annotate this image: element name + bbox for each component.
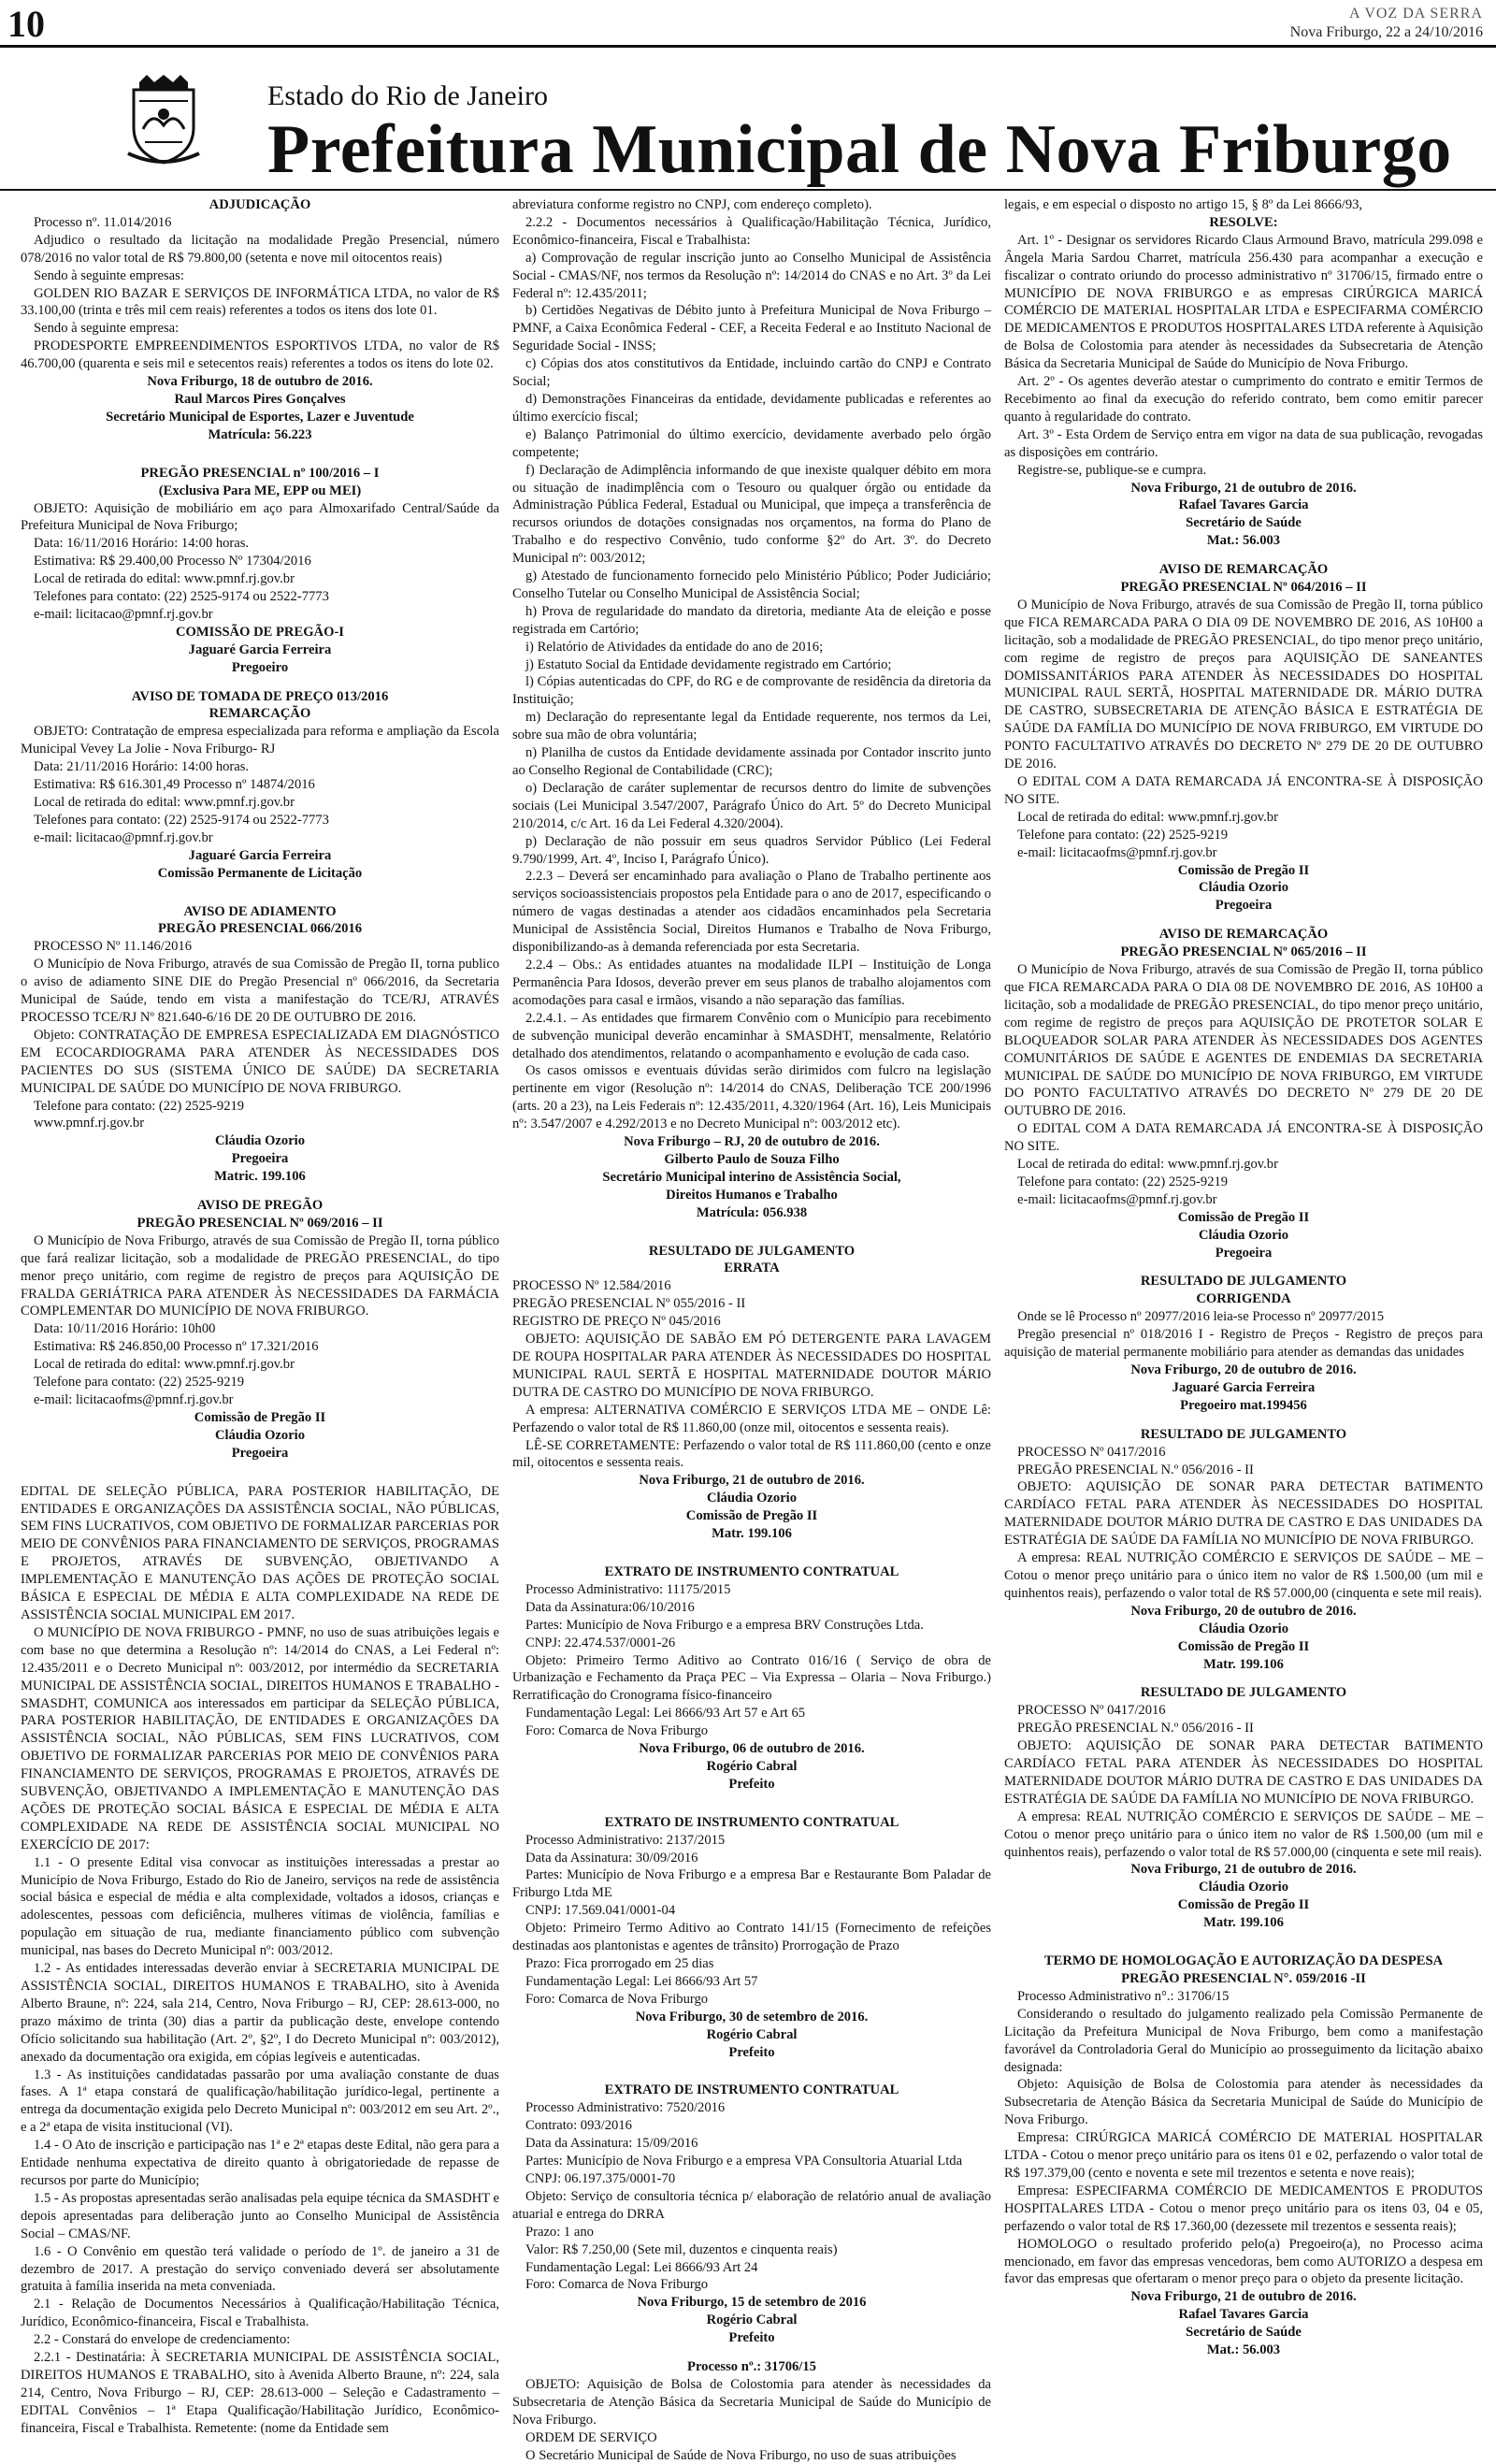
notice-heading: RESULTADO DE JULGAMENTO [648,1243,856,1259]
notice-paragraph: OBJETO: Aquisição de mobiliário em aço para Almoxarifado Central/Saúde da Prefeitura Municipal de Nova Friburgo; [21,500,499,534]
notice-paragraph: Partes: Município de Nova Friburgo e a empresa Bar e Restaurante Bom Paladar de Friburgo Ltda ME [512,1867,991,1901]
spacer [512,1222,991,1243]
notice-paragraph: LÊ-SE CORRETAMENTE: Perfazendo o valor total de R$ 111.860,00 (cento e onze mil, oitocentos e sessenta reais. [512,1437,991,1471]
notice-paragraph: Contrato: 093/2016 [525,2118,632,2134]
notice-paragraph: Local de retirada do edital: www.pmnf.rj.gov.br [1017,1157,1278,1173]
notice-paragraph: Fundamentação Legal: Lei 8666/93 Art 57 e Art 65 [525,1706,806,1722]
notice-heading: Matrícula: 56.223 [208,426,312,442]
notice-heading: RESULTADO DE JULGAMENTO [1140,1426,1347,1442]
notice-paragraph: p) Declaração de não possuir em seus quadros Servidor Público (Lei Federal 9.790/1999, Art. 4º, Inciso I, Parágrafo Único). [512,833,991,867]
notice-heading: (Exclusiva Para ME, EPP ou MEI) [158,483,362,498]
spacer [1004,1261,1483,1273]
notice-paragraph: Data da Assinatura: 15/09/2016 [525,2136,698,2152]
spacer [512,1794,991,1814]
spacer [1004,1932,1483,1952]
notice-heading: Secretário de Saúde [1186,2325,1302,2341]
spacer [1004,1673,1483,1684]
notice-paragraph: Objeto: Serviço de consultoria técnica p/ elaboração de relatório anual de avaliação atuarial e entrega do DRRA [512,2188,991,2222]
notice-heading: RESOLVE: [1209,214,1278,230]
notice-paragraph: c) Cópias dos atos constitutivos da Entidade, incluindo cartão do CNPJ e Contrato Social; [512,356,991,390]
notice-heading: PREGÃO PRESENCIAL N°. 059/2016 -II [1121,1971,1366,1986]
notice-heading: Secretário Municipal de Esportes, Lazer e Juventude [106,409,414,425]
notice-heading: Rogério Cabral [706,2313,798,2328]
notice-heading: Nova Friburgo, 21 de outubro de 2016. [639,1473,865,1489]
notice-heading: AVISO DE ADIAMENTO [183,903,337,919]
spacer [21,677,499,688]
notice-paragraph: Data da Assinatura:06/10/2016 [525,1599,695,1615]
notice-paragraph: e-mail: licitacaofms@pmnf.rj.gov.br [1017,1191,1217,1207]
notice-paragraph: O Município de Nova Friburgo, através de sua Comissão de Pregão II, torna público que FICA REMARCADA PARA O DIA 08 DE NOVEMBRO DE 2016, AS 10H00 a licitação, sob a modalidade de PREGÃO PRESENCIAL, do tipo menor preço unitário, com regime de registro de preços para AQUISIÇÃO DE PROTETOR SOLAR E BLOQUEADOR SOLAR PARA ATENDER ÀS NECESSIDADES DOS AGENTES COMUNITÁRIOS DE SAÚDE E AGENTES DE ENDEMIAS DA SECRETARIA MUNICIPAL DE SAÚDE DO MUNICÍPIO DE NOVA FRIBURGO, EM VIRTUDE DO PONTO FACULTATIVO ATRAVÉS DO DECRETO Nº 279 DE 20 DE OUTUBRO DE 2016. [1004,962,1483,1119]
notice-paragraph: e-mail: licitacao@pmnf.rj.gov.br [34,829,213,845]
notice-paragraph: Data: 21/11/2016 Horário: 14:00 horas. [34,759,250,775]
notice-paragraph: Prazo: 1 ano [525,2224,594,2240]
notice-paragraph: Foro: Comarca de Nova Friburgo [525,2277,709,2293]
notice-heading: PREGÃO PRESENCIAL Nº 069/2016 – II [137,1215,383,1231]
notice-heading: COMISSÃO DE PREGÃO-I [175,624,344,640]
notice-paragraph: Data da Assinatura: 30/09/2016 [525,1850,698,1866]
page-number: 10 [7,3,45,45]
notice-paragraph: PROCESSO Nº 0417/2016 [1017,1444,1166,1460]
notice-paragraph: OBJETO: Contratação de empresa especializada para reforma e ampliação da Escola Municipal Vevey La Jolie - Nova Friburgo- RJ [21,724,499,757]
notice-paragraph: 2.2.4.1. – As entidades que firmarem Convênio com o Município para recebimento de subvenção municipal deverão encaminhar à SMASDHT, mensalmente, Relatório detalhado dos atendimentos, relatando o acompanhamento e evolução de cada caso. [512,1010,991,1061]
publication-date: Nova Friburgo, 22 a 24/10/2016 [1289,24,1483,40]
notice-paragraph: Local de retirada do edital: www.pmnf.rj.gov.br [1017,809,1278,825]
notice-paragraph: Local de retirada do edital: www.pmnf.rj.gov.br [34,795,295,810]
notice-paragraph: CNPJ: 22.474.537/0001-26 [525,1635,676,1650]
notice-heading: Pregoeiro mat.199456 [1180,1397,1307,1413]
notice-paragraph: PRODESPORTE EMPREENDIMENTOS ESPORTIVOS LTDA, no valor de R$ 46.700,00 (quarenta e seis mil e setecentos reais) referentes a todos os itens do lote 02. [21,339,499,372]
publication-name: A VOZ DA SERRA [1348,6,1483,22]
notice-heading: TERMO DE HOMOLOGAÇÃO E AUTORIZAÇÃO DA DESPESA [1043,1953,1444,1969]
notice-paragraph: Local de retirada do edital: www.pmnf.rj.gov.br [34,1357,295,1373]
notice-paragraph: 2.2.4 – Obs.: As entidades atuantes na modalidade ILPI – Instituição de Longa Permanência Para Idosos, deverão prever em seus planos de trabalho alojamentos com acomodações para casal e irmãos, visando a não separação das famílias. [512,957,991,1008]
notice-paragraph: 2.1 - Relação de Documentos Necessários à Qualificação/Habilitação Técnica, Jurídico, Econômico-financeira, Fiscal e Trabalhista. [21,2297,499,2330]
notice-heading: EXTRATO DE INSTRUMENTO CONTRATUAL [604,1563,899,1579]
notice-paragraph: Registre-se, publique-se e cumpra. [1017,462,1207,478]
notice-paragraph: O EDITAL COM A DATA REMARCADA JÁ ENCONTRA-SE À DISPOSIÇÃO NO SITE. [1004,774,1483,807]
notice-paragraph: Os casos omissos e eventuais dúvidas serão dirimidos com fulcro na legislação pertinente em vigor (Resolução nº: 14/2014 do CNAS, Deliberação TCE 200/1996 (arts. 20 a 23), na Leis Federais nº: 12.435/2011, 4.320/1964 (Art. 16), Leis Municipais nº: 3.547/2007 e 4.292/2013 e no Decreto Municipal nº: 003/2012 etc). [512,1063,991,1132]
notice-heading: Gilberto Paulo de Souza Filho [664,1151,840,1167]
notice-paragraph: O Município de Nova Friburgo, através de sua Comissão de Pregão II, torna público que FICA REMARCADA PARA O DIA 09 DE NOVEMBRO DE 2016, AS 10H00 a licitação, sob a modalidade de PREGÃO PRESENCIAL, do tipo menor preço unitário, com regime de registro de preços para AQUISIÇÃO DE SANEANTES DOMISSANITÁRIOS PARA ATENDER ÀS NECESSIDADES DO HOSPITAL MUNICIPAL RAUL SERTÃ, HOSPITAL MATERNIDADE DR. MÁRIO DUTRA DE CASTRO, SUBSECRETARIA DE ATENÇÃO BÁSICA E ESTRATÉGIA DE SAÚDE DA FAMÍLIA DO MUNICÍPIO DE NOVA FRIBURGO, EM VIRTUDE DO PONTO FACULTATIVO ATRAVÉS DO DECRETO Nº 279 DE 20 DE OUTUBRO DE 2016. [1004,597,1483,772]
notice-paragraph: l) Cópias autenticadas do CPF, do RG e de comprovante de residência da diretoria da Instituição; [512,674,991,708]
notice-paragraph: Prazo: Fica prorrogado em 25 dias [525,1956,714,1971]
notice-heading: Cláudia Ozorio [1198,1880,1289,1895]
notice-heading: Cláudia Ozorio [706,1491,798,1506]
notice-paragraph: Telefone para contato: (22) 2525-9219 [34,1375,245,1391]
notice-paragraph: f) Declaração de Adimplência informando de que inexiste qualquer débito em mora ou situação de inadimplência com o Tesouro ou qualquer órgão ou entidade da Administração Pública Federal, Estadual ou Municipal, que impeça a transferência de recursos oriundos de dotações consignadas nos orçamentos, na forma do Plano de Trabalho e do respectivo Convênio, tudo conforme §2º do Art. 3º. do Decreto Municipal nº: 003/2012; [512,462,991,567]
notice-heading: CORRIGENDA [1196,1291,1291,1307]
notice-paragraph: www.pmnf.rj.gov.br [34,1116,145,1131]
notice-paragraph: Onde se lê Processo nº 20977/2016 leia-se Processo nº 20977/2015 [1017,1309,1385,1325]
notice-paragraph: Processo Administrativo: 11175/2015 [525,1581,731,1597]
notice-paragraph: Considerando o resultado do julgamento realizado pela Comissão Permanente de Licitação da Prefeitura Municipal de Nova Friburgo, bem como a manifestação favorável da Controladoria Geral do Município ao prosseguimento da licitação abaixo designada: [1004,2006,1483,2075]
notice-heading: Nova Friburgo, 20 de outubro de 2016. [1130,1362,1357,1377]
notice-paragraph: Telefones para contato: (22) 2525-9174 ou 2522-7773 [34,812,329,828]
notice-heading: Nova Friburgo, 18 de outubro de 2016. [147,374,373,390]
notice-paragraph: Data: 10/11/2016 Horário: 10h00 [34,1321,216,1337]
notice-heading: PREGÃO PRESENCIAL Nº 065/2016 – II [1120,944,1367,960]
notice-heading: Pregoeira [1215,898,1273,914]
notice-paragraph: Fundamentação Legal: Lei 8666/93 Art 57 [525,1973,758,1989]
notice-heading: PREGÃO PRESENCIAL Nº 064/2016 – II [1120,580,1367,596]
notice-heading: AVISO DE TOMADA DE PREÇO 013/2016 [131,688,389,704]
page-header [0,0,1496,52]
notice-paragraph: 2.2.1 - Destinatária: À SECRETARIA MUNICIPAL DE ASSISTÊNCIA SOCIAL, DIREITOS HUMANOS E TRABALHO, sito à Avenida Alberto Braune, nº: 224, sala 214, Centro, Nova Friburgo – RJ, CEP: 28.613-000 – Seleção e Cadastramento – EDITAL Convênios – 1ª Etapa Qualificação/Habilitação Jurídico, Econômico-financeira, Fiscal e Trabalhista. Remetente: (nome da Entidade sem [21,2350,499,2436]
notice-paragraph: 1.1 - O presente Edital visa convocar as instituições interessadas a prestar ao Município de Nova Friburgo, Estado do Rio de Janeiro, serviços na rede de assistência social básica e especial de média e alta complexidade, voltados a idosos, crianças e adolescentes, pessoas com deficiência, mulheres vítimas de violência, famílias e população em situação de rua, mediante financiamento público com subvenção municipal, nas bases do Decreto Municipal nº: 003/2012. [21,1854,499,1959]
notice-heading: PREGÃO PRESENCIAL nº 100/2016 – I [140,465,380,481]
notice-heading: Comissão de Pregão II [1177,1209,1310,1225]
notice-heading: Prefeito [728,1776,775,1792]
header-rule [0,45,1496,48]
notice-heading: Nova Friburgo, 06 de outubro de 2016. [639,1741,865,1757]
notice-heading: Comissão de Pregão II [685,1508,818,1524]
notice-heading: Comissão de Pregão II [1177,1897,1310,1913]
spacer [21,1186,499,1197]
notice-heading: Direitos Humanos e Trabalho [666,1187,838,1203]
notice-paragraph: Art. 2º - Os agentes deverão atestar o cumprimento do contrato e emitir Termos de Recebimento ao final da execução do referido contrato, bem como emitir parecer quanto à regularidade do contrato. [1004,374,1483,425]
notice-heading: Raul Marcos Pires Gonçalves [174,391,346,407]
notice-heading: Jaguaré Garcia Ferreira [188,847,332,863]
spacer [21,444,499,465]
notice-paragraph: PROCESSO Nº 12.584/2016 [512,1278,671,1294]
notice-paragraph: Empresa: CIRÚRGICA MARICÁ COMÉRCIO DE MATERIAL HOSPITALAR LTDA - Cotou o menor preço unitário para os itens 01 e 02, perfazendo o valor total de R$ 197.379,00 (cento e noventa e sete mil trezentos e setenta e nove reais); [1004,2130,1483,2181]
notice-paragraph: EDITAL DE SELEÇÃO PÚBLICA, PARA POSTERIOR HABILITAÇÃO, DE ENTIDADES E ORGANIZAÇÕES DA ASSISTÊNCIA SOCIAL, NÃO PÚBLICAS, SEM FINS LUCRATIVOS, COM OBJETIVO DE FORMALIZAR PARCERIAS POR MEIO DE CONVÊNIOS PARA FINANCIAMENTO DE SERVIÇOS, PROGRAMAS E PROJETOS, ATRAVÉS DE SUBVENÇÃO, OBJETIVANDO A IMPLEMENTAÇÃO E MANUTENÇÃO DAS AÇÕES DE PROTEÇÃO SOCIAL BÁSICA E ESPECIAL DE MÉDIA E ALTA COMPLEXIDADE NA REDE DE ASSISTÊNCIA SOCIAL MUNICIPAL EM 2017. [21,1483,499,1622]
spacer [512,2061,991,2082]
notice-heading: Comissão de Pregão II [194,1409,326,1425]
notice-heading: Nova Friburgo, 21 de outubro de 2016. [1130,480,1357,496]
notice-paragraph: d) Demonstrações Financeiras da entidade, devidamente publicadas e referentes ao último exercício fiscal; [512,391,991,425]
notice-heading: AVISO DE REMARCAÇÃO [1158,927,1329,943]
notice-paragraph: Data: 16/11/2016 Horário: 14:00 horas. [34,536,250,552]
notice-paragraph: Foro: Comarca de Nova Friburgo [525,1723,709,1739]
notice-heading: Jaguaré Garcia Ferreira [188,641,332,657]
notice-paragraph: e) Balanço Patrimonial do último exercício, devidamente averbado pelo órgão competente; [512,426,991,460]
notice-heading: EXTRATO DE INSTRUMENTO CONTRATUAL [604,2082,899,2098]
spacer [512,2347,991,2358]
notice-paragraph: O Secretário Municipal de Saúde de Nova Friburgo, no uso de suas atribuições [525,2447,957,2463]
notice-paragraph: CNPJ: 06.197.375/0001-70 [525,2170,676,2186]
spacer [1004,550,1483,561]
notice-paragraph: Sendo à seguinte empresas: [34,267,184,283]
notice-heading: ERRATA [724,1261,780,1276]
notice-paragraph: OBJETO: AQUISIÇÃO DE SONAR PARA DETECTAR BATIMENTO CARDÍACO FETAL PARA ATENDER ÀS NECESSIDADES DO HOSPITAL MATERNIDADE DOUTOR MÁRIO DUTRA DE CASTRO E DAS UNIDADES DA ESTRATÉGIA DE SAÚDE DA FAMÍLIA NO MUNICÍPIO DE NOVA FRIBURGO. [1004,1738,1483,1807]
notice-heading: PREGÃO PRESENCIAL 066/2016 [157,921,363,937]
notice-paragraph: OBJETO: AQUISIÇÃO DE SABÃO EM PÓ DETERGENTE PARA LAVAGEM DE ROUPA HOSPITALAR PARA ATENDER ÀS NECESSIDADES DO HOSPITAL MUNICIPAL RAUL SERTÃ E HOSPITAL MATERNIDADE DOUTOR MÁRIO DUTRA DE CASTRO DO MUNICÍPIO DE NOVA FRIBURGO. [512,1332,991,1400]
notice-paragraph: e-mail: licitacaofms@pmnf.rj.gov.br [34,1392,234,1407]
notice-paragraph: A empresa: REAL NUTRIÇÃO COMÉRCIO E SERVIÇOS DE SAÚDE – ME – Cotou o menor preço unitário para o único item no valor de R$ 1.500,00 (um mil e quinhentos reais), perfazendo o valor total de R$ 57.000,00 (cinquenta e sete mil reais). [1004,1808,1483,1860]
notice-paragraph: PREGÃO PRESENCIAL Nº 055/2016 - II [512,1296,746,1312]
notice-paragraph: e-mail: licitacaofms@pmnf.rj.gov.br [1017,844,1217,860]
notice-heading: Matr. 199.106 [1203,1915,1284,1931]
notice-heading: Matr. 199.106 [712,1526,792,1542]
notice-heading: Matr. 199.106 [1203,1656,1284,1672]
notice-paragraph: Processo nº. 11.014/2016 [34,214,172,230]
notice-paragraph: Estimativa: R$ 246.850,00 Processo nº 17.321/2016 [34,1339,319,1355]
notice-paragraph: abreviatura conforme registro no CNPJ, com endereço completo). [512,197,872,212]
notice-paragraph: Processo Administrativo: 2137/2015 [525,1832,726,1848]
notice-heading: ADJUDICAÇÃO [209,197,311,212]
notice-paragraph: O Município de Nova Friburgo, através de sua Comissão de Pregão II, torna público que fará realizar licitação, sob a modalidade de PREGÃO PRESENCIAL, do tipo menor preço unitário, com regime de registro de preços para AQUISIÇÃO DE FRALDA GERIÁTRICA PARA ATENDER ÀS NECESSIDADES DA FARMÁCIA COMPLEMENTAR DO MUNICÍPIO DE NOVA FRIBURGO. [21,1232,499,1319]
notice-heading: Mat.: 56.003 [1206,2342,1281,2358]
notice-heading: Nova Friburgo, 21 de outubro de 2016. [1130,1862,1357,1878]
spacer [1004,1415,1483,1426]
notice-paragraph: Local de retirada do edital: www.pmnf.rj.gov.br [34,571,295,587]
notice-paragraph: legais, e em especial o disposto no artigo 15, § 8º da Lei 8666/93, [1004,197,1363,212]
notice-paragraph: Objeto: Primeiro Termo Aditivo ao Contrato 141/15 (Fornecimento de refeições destinadas aos plantonistas e agentes de trânsito) Prorrogação de Prazo [512,1921,991,1954]
notice-heading: Pregoeiro [231,659,289,675]
notice-paragraph: n) Planilha de custos da Entidade devidamente assinada por Contador inscrito junto ao Conselho Regional de Contabilidade (CRC); [512,745,991,778]
notice-paragraph: O EDITAL COM A DATA REMARCADA JÁ ENCONTRA-SE À DISPOSIÇÃO NO SITE. [1004,1121,1483,1155]
notice-paragraph: Empresa: ESPECIFARMA COMÉRCIO DE MEDICAMENTOS E PRODUTOS HOSPITALARES LTDA - Cotou o menor preço unitário para os itens 03, 04 e 05, perfazendo o valor total de R$ 17.360,00 (dezessete mil trezentos e sessenta reais); [1004,2183,1483,2234]
notice-heading: Rafael Tavares Garcia [1178,497,1309,513]
notice-paragraph: Telefone para contato: (22) 2525-9219 [34,1098,245,1114]
notice-paragraph: PREGÃO PRESENCIAL N.º 056/2016 - II [1017,1462,1254,1477]
notice-heading: Nova Friburgo, 20 de outubro de 2016. [1130,1603,1357,1619]
notice-heading: Comissão Permanente de Licitação [157,865,363,881]
notice-paragraph: A empresa: REAL NUTRIÇÃO COMÉRCIO E SERVIÇOS DE SAÚDE – ME – Cotou o menor preço unitário para o único item no valor de R$ 1.500,00 (um mil e quinhentos reais), perfazendo o valor total de R$ 57.000,00 (cinquenta e sete mil reais). [1004,1550,1483,1601]
state-name: Estado do Rio de Janeiro [267,80,548,111]
notice-heading: Prefeito [728,2044,775,2060]
notice-heading: Nova Friburgo, 21 de outubro de 2016. [1130,2289,1357,2305]
notice-paragraph: 1.5 - As propostas apresentadas serão analisadas pela equipe técnica da SMASDHT e depois apresentadas para deliberação junto ao Conselho Municipal de Assistência Social – CMAS/NF. [21,2190,499,2241]
column-1 [21,196,499,2436]
notice-heading: Processo nº.: 31706/15 [687,2359,816,2375]
page-title: Prefeitura Municipal de Nova Friburgo [267,111,1452,188]
notice-paragraph: ORDEM DE SERVIÇO [525,2429,657,2445]
notice-paragraph: Adjudico o resultado da licitação na modalidade Pregão Presencial, número 078/2016 no valor total de R$ 79.800,00 (setenta e nove mil oitocentos reais) [21,232,499,266]
notice-heading: Jaguaré Garcia Ferreira [1172,1379,1316,1395]
notice-paragraph: Estimativa: R$ 29.400,00 Processo Nº 17304/2016 [34,554,311,569]
notice-paragraph: Objeto: Aquisição de Bolsa de Colostomia para atender às necessidades da Subsecretaria de Atenção Básica da Secretaria Municipal de Saúde do Município de Nova Friburgo. [1004,2077,1483,2128]
notice-heading: Comissão de Pregão II [1177,862,1310,878]
notice-paragraph: 1.4 - O Ato de inscrição e participação nas 1ª e 2ª etapas deste Edital, não gera para a Entidade nenhuma expectativa de direito quanto à obrigatoriedade de repasse de recursos por parte do Município; [21,2138,499,2188]
notice-heading: AVISO DE PREGÃO [196,1198,324,1214]
notice-heading: Matrícula: 056.938 [696,1204,808,1220]
notice-paragraph: Telefones para contato: (22) 2525-9174 ou 2522-7773 [34,589,329,605]
notice-paragraph: Art. 1º - Designar os servidores Ricardo Claus Armound Bravo, matrícula 299.098 e Ângela Maria Sardou Charret, matrícula 256.430 para acompanhar a execução e fiscalizar o contrato oriundo do processo administrativo nº 31706/15, firmado entre o MUNICÍPIO DE NOVA FRIBURGO e as empresas CIRÚRGICA MARICÁ COMÉRCIO DE MATERIAL HOSPITALAR LTDA e ESPECIFARMA COMÉRCIO DE MEDICAMENTOS E PRODUTOS HOSPITALARES LTDA referente à Aquisição de Bolsa de Colostomia para atender às necessidades da Subsecretaria de Atenção Básica da Secretaria Municipal de Saúde do Município de Nova Friburgo. [1004,232,1483,372]
notice-paragraph: Partes: Município de Nova Friburgo e a empresa VPA Consultoria Atuarial Ltda [525,2154,963,2169]
notice-heading: EXTRATO DE INSTRUMENTO CONTRATUAL [604,1814,899,1830]
notice-paragraph: 1.6 - O Convênio em questão terá validade o período de 1º. de janeiro a 31 de dezembro de 2017. A prestação do serviço conveniado deverá ser absolutamente gratuita à família inserida na meta conveniada. [21,2243,499,2295]
notice-paragraph: b) Certidões Negativas de Débito junto à Prefeitura Municipal de Nova Friburgo – PMNF, a Caixa Econômica Federal - CEF, a Receita Federal e ao Instituto Nacional de Seguridade Social - INSS; [512,303,991,354]
notice-paragraph: O Município de Nova Friburgo, através de sua Comissão de Pregão II, torna publico o aviso de adiamento SINE DIE do Pregão Presencial nº 066/2016, da Secretaria Municipal de Saúde, tendo em vista a manifestação do TCE/RJ, ATRAVÉS PROCESSO TCE/RJ Nº 821.640-6/16 DE 20 DE OUTUBRO DE 2016. [21,957,499,1025]
notice-heading: Cláudia Ozorio [214,1427,306,1443]
notice-heading: Nova Friburgo, 15 de setembro de 2016 [637,2295,867,2311]
notice-paragraph: HOMOLOGO o resultado proferido pelo(a) Pregoeiro(a), no Processo acima mencionado, em favor das empresas vencedoras, bem como AUTORIZO a despesa em favor das empresas que ofertaram o menor preço para o objeto da presente licitação. [1004,2236,1483,2287]
notice-paragraph: PROCESSO Nº 11.146/2016 [34,939,193,955]
spacer [512,1543,991,1563]
notice-paragraph: REGISTRO DE PREÇO Nº 045/2016 [512,1314,721,1330]
notice-paragraph: o) Declaração de caráter suplementar de recursos dentro do limite de subvenções sociais (Lei Municipal 3.547/2007, Parágrafo Único do Art. 5º do Decreto Municipal 210/2014, c/c Art. 16 da Lei Federal 4.320/2004). [512,780,991,831]
notice-paragraph: Partes: Município de Nova Friburgo e a empresa BRV Construções Ltda. [525,1617,924,1633]
masthead [215,65,1452,188]
notice-paragraph: 2.2 - Constará do envelope de credenciamento: [34,2332,291,2348]
notice-paragraph: Telefone para contato: (22) 2525-9219 [1017,1174,1229,1189]
notice-paragraph: Telefone para contato: (22) 2525-9219 [1017,827,1229,843]
notice-heading: Matric. 199.106 [214,1169,306,1185]
notice-heading: Pregoeira [231,1445,289,1461]
notice-heading: Secretário Municipal interino de Assistência Social, [602,1169,901,1185]
notice-paragraph: Sendo à seguinte empresa: [34,321,180,337]
notice-heading: Mat.: 56.003 [1206,533,1281,549]
notice-paragraph: j) Estatuto Social da Entidade devidamente registrado em Cartório; [525,656,892,672]
notice-paragraph: Objeto: CONTRATAÇÃO DE EMPRESA ESPECIALIZADA EM DIAGNÓSTICO EM ECOCARDIOGRAMA PARA ATENDER ÀS NECESSIDADES DOS PACIENTES DO SUS (SISTEMA ÚNICO DE SAÚDE) DA SECRETARIA MUNICIPAL DE SAÚDE DO MUNICÍPIO DE NOVA FRIBURGO. [21,1027,499,1096]
notice-heading: RESULTADO DE JULGAMENTO [1140,1685,1347,1701]
notice-paragraph: Estimativa: R$ 616.301,49 Processo nº 14874/2016 [34,777,315,793]
notice-heading: Nova Friburgo – RJ, 20 de outubro de 2016. [624,1134,880,1150]
city-coat-of-arms-icon [126,73,201,166]
notice-heading: Prefeito [728,2330,775,2346]
notice-paragraph: a) Comprovação de regular inscrição junto ao Conselho Municipal de Assistência Social - CMAS/NF, nos termos da Resolução nº: 14/2014 do CNAS e no Art. 3º da Lei Federal nº: 12.435/2011; [512,250,991,301]
notice-paragraph: GOLDEN RIO BAZAR E SERVIÇOS DE INFORMÁTICA LTDA, no valor de R$ 33.100,00 (trinta e três mil cem reais) referentes a todos os itens dos lote 01. [21,285,499,319]
spacer [21,883,499,903]
notice-heading: Rafael Tavares Garcia [1178,2307,1309,2323]
notice-paragraph: O MUNICÍPIO DE NOVA FRIBURGO - PMNF, no uso de suas atribuições legais e com base no que determina a Resolução nº: 14/2014 do CNAS, a Lei Federal nº: 12.435/2011 e o Decreto Municipal nº: 003/2012, por intermédio da SECRETARIA MUNICIPAL DE ASSISTÊNCIA SOCIAL, DIREITOS HUMANOS E TRABALHO - SMASDHT, COMUNICA aos interessados em participar da SELEÇÃO PÚBLICA, PARA POSTERIOR HABILITAÇÃO, DE ENTIDADES E ORGANIZAÇÕES DA ASSISTÊNCIA SOCIAL, NÃO PÚBLICAS, SEM FINS LUCRATIVOS, COM OBJETIVO DE FORMALIZAR PARCERIAS POR MEIO DE CONVÊNIOS PARA FINANCIAMENTO DE SERVIÇOS, PROGRAMAS E PROJETOS, ATRAVÉS DE SUBVENÇÃO, OBJETIVANDO A IMPLEMENTAÇÃO E MANUTENÇÃO DAS AÇÕES DE PROTEÇÃO SOCIAL BÁSICA E ESPECIAL DE MÉDIA E ALTA COMPLEXIDADE NA REDE DE ASSISTÊNCIA SOCIAL MUNICIPAL NO EXERCÍCIO DE 2017: [21,1624,499,1852]
notice-paragraph: OBJETO: Aquisição de Bolsa de Colostomia para atender às necessidades da Subsecretaria de Atenção Básica da Secretaria Municipal de Saúde do Município de Nova Friburgo. [512,2376,991,2428]
notice-heading: Cláudia Ozorio [1198,1227,1289,1243]
notice-paragraph: Pregão presencial nº 018/2016 I - Registro de Preços - Registro de preços para aquisição de material permanente mobiliário para atender as demandas das unidades [1004,1327,1483,1361]
notice-paragraph: PREGÃO PRESENCIAL N.º 056/2016 - II [1017,1721,1254,1736]
notice-heading: AVISO DE REMARCAÇÃO [1158,562,1329,578]
notice-heading: Comissão de Pregão II [1177,1638,1310,1654]
notice-heading: Nova Friburgo, 30 de setembro de 2016. [635,2009,869,2025]
notice-paragraph: g) Atestado de funcionamento fornecido pelo Ministério Público; Poder Judiciário; Conselho Tutelar ou Conselho Municipal de Assistência Social; [512,569,991,601]
masthead-rule [0,189,1496,191]
notice-heading: Rogério Cabral [706,1758,798,1774]
notice-heading: Pregoeira [231,1151,289,1167]
notice-heading: RESULTADO DE JULGAMENTO [1140,1274,1347,1290]
notice-paragraph: Fundamentação Legal: Lei 8666/93 Art 24 [525,2259,758,2275]
notice-paragraph: A empresa: ALTERNATIVA COMÉRCIO E SERVIÇOS LTDA ME – ONDE Lê: Perfazendo o valor total de R$ 11.860,00 (onze mil, oitocentos e sessenta reais). [512,1402,991,1435]
notice-heading: Rogério Cabral [706,2026,798,2042]
notice-paragraph: CNPJ: 17.569.041/0001-04 [525,1903,676,1919]
notice-paragraph: e-mail: licitacao@pmnf.rj.gov.br [34,606,213,622]
notice-paragraph: Foro: Comarca de Nova Friburgo [525,1991,709,2007]
notice-paragraph: Processo Administrativo n°.: 31706/15 [1017,1988,1230,2004]
notice-paragraph: Processo Administrativo: 7520/2016 [525,2100,726,2116]
notice-heading: Secretário de Saúde [1186,515,1302,531]
notice-paragraph: h) Prova de regularidade do mandato da diretoria, mediante Ata de eleição e posse registrada em Cartório; [512,603,991,637]
notice-paragraph: 2.2.2 - Documentos necessários à Qualificação/Habilitação Técnica, Jurídico, Econômico-financeira, Fiscal e Trabalhista: [512,214,991,248]
notice-paragraph: PROCESSO Nº 0417/2016 [1017,1703,1166,1719]
spacer [21,1463,499,1483]
notice-paragraph: OBJETO: AQUISIÇÃO DE SONAR PARA DETECTAR BATIMENTO CARDÍACO FETAL PARA ATENDER ÀS NECESSIDADES DO HOSPITAL MATERNIDADE DOUTOR MÁRIO DUTRA DE CASTRO E DAS UNIDADES DA ESTRATÉGIA DE SAÚDE DA FAMÍLIA NO MUNICÍPIO DE NOVA FRIBURGO. [1004,1479,1483,1549]
notice-heading: REMARCAÇÃO [209,706,311,722]
notice-paragraph: Art. 3º - Esta Ordem de Serviço entra em vigor na data de sua publicação, revogadas as disposições em contrário. [1004,426,1483,460]
notice-paragraph: 1.3 - As instituições candidatadas passarão por uma avaliação constante de duas fases. A 1ª etapa constará de qualificação/habilitação jurídico-legal, pertinente a entrega da documentação exigida pelo Decreto Municipal nº: 003/2012 em seu Art. 2º., e a 2ª etapa de visita institucional (VI). [21,2067,499,2136]
notice-paragraph: 1.2 - As entidades interessadas deverão enviar à SECRETARIA MUNICIPAL DE ASSISTÊNCIA SOCIAL, DIREITOS HUMANOS E TRABALHO, sito à Avenida Alberto Braune, nº: 224, sala 214, Centro, Nova Friburgo – RJ, CEP: 28.613-000, no prazo máximo de trinta (30) dias a partir da publicação deste, envelope contendo Ofício solicitando sua habilitação (Art. 2º, §2º, I do Decreto Municipal nº: 003/2012), anexado da documentação ora exigida, em cópias legíveis e autenticadas. [21,1961,499,2065]
notice-heading: Pregoeira [1215,1245,1273,1261]
notice-paragraph: Objeto: Primeiro Termo Aditivo ao Contrato 016/16 ( Serviço de obra de Urbanização e Fechamento da Praça PEC – Via Expressa – Olaria – Nova Friburgo.) Rerratificação do Cronograma físico-financeiro [512,1652,991,1704]
notice-paragraph: i) Relatório de Atividades da entidade do ano de 2016; [525,639,824,655]
notice-heading: Cláudia Ozorio [1198,880,1289,896]
notice-paragraph: m) Declaração do representante legal da Entidade requerente, nos termos da Lei, sobre sua mão de obra voluntária; [512,710,991,743]
spacer [1004,915,1483,926]
notice-heading: Cláudia Ozorio [1198,1621,1289,1636]
notice-paragraph: 2.2.3 – Deverá ser encaminhado para avaliação o Plano de Trabalho pertinente aos serviços socioassistenciais propostos pela Entidade para o ano de 2017, especificando o número de vagas destinadas a atender aos cidadãos encaminhados pela Secretaria Municipal de Assistência Social, Direitos Humanos e Trabalho de Nova Friburgo, disponibilizando-as à demanda referenciada por esta Secretaria. [512,869,991,956]
notice-paragraph: Valor: R$ 7.250,00 (Sete mil, duzentos e cinquenta reais) [525,2241,838,2257]
column-2 [512,196,991,2463]
column-3 [1004,196,1483,2418]
notice-heading: Cláudia Ozorio [214,1133,306,1149]
